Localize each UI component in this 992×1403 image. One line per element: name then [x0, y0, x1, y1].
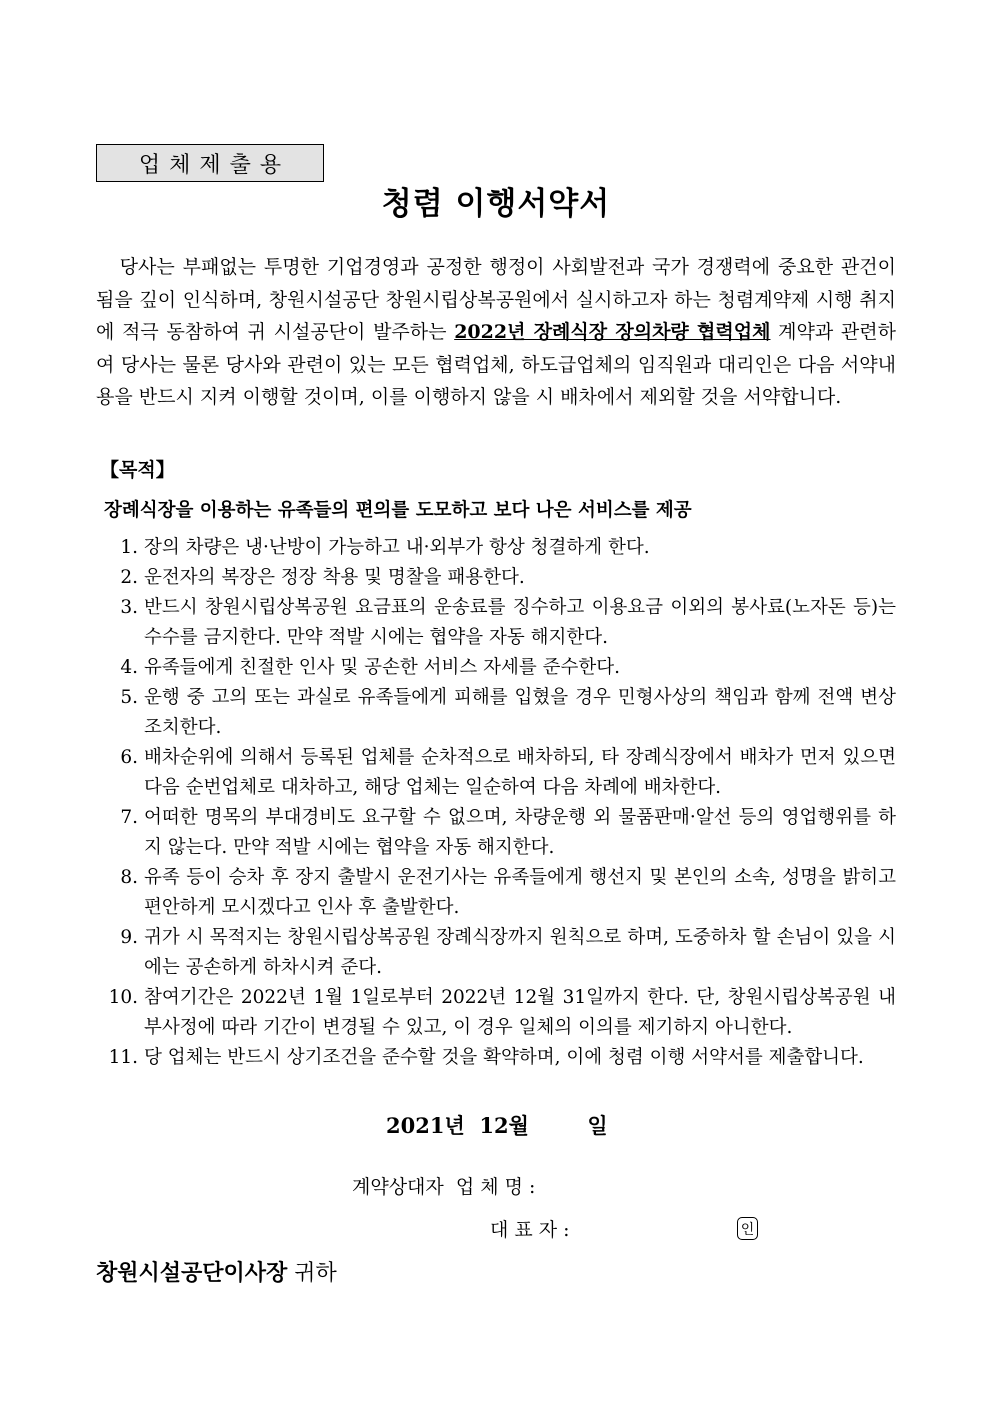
pledge-item [96, 683, 896, 743]
contract-name-emphasis: 2022년 장례식장 장의차량 협력업체 [454, 321, 771, 344]
purpose-statement: 장례식장을 이용하는 유족들의 편의를 도모하고 보다 나은 서비스를 제공 [104, 500, 692, 521]
item-text: 참여기간은 2022년 1월 1일로부터 2022년 12월 31일까지 한다. 단, 창원시립상복공원 내부사정에 따라 기간이 변경될 수 있고, 이 경우 일체의 이의를 제기하지 아니한다. [144, 987, 896, 1038]
intro-indent [96, 256, 120, 278]
seal-mark: 인 [737, 1217, 758, 1240]
item-number: 6. [120, 747, 138, 768]
pledge-item [96, 863, 896, 923]
pledge-list [96, 533, 896, 1073]
signing-date: 2021년 12월 일 [386, 1113, 608, 1138]
representative-line: 대 표 자 : [490, 1219, 570, 1241]
intro-text-after: 계약과 관련하여 당사는 물론 당사와 관련이 있는 모든 협력업체, 하도급업체의 임직원과 대리인은 다음 서약내용을 반드시 지켜 이행할 것이며, 이를 이행하지 않을 시 배차에서 제외할 것을 서약합니다. [96, 321, 896, 409]
item-number: 4. [120, 657, 138, 678]
pledge-item [96, 533, 896, 563]
pledge-item [96, 743, 896, 803]
item-number: 11. [108, 1047, 138, 1068]
pledge-item [96, 593, 896, 653]
item-text: 운행 중 고의 또는 과실로 유족들에게 피해를 입혔을 경우 민형사상의 책임과 함께 전액 변상 조치한다. [144, 687, 896, 738]
pledge-item [96, 803, 896, 863]
item-text: 장의 차량은 냉·난방이 가능하고 내·외부가 항상 청결하게 한다. [144, 537, 650, 558]
item-text: 유족들에게 친절한 인사 및 공손한 서비스 자세를 준수한다. [144, 657, 620, 678]
item-number: 1. [120, 537, 138, 558]
item-number: 9. [120, 927, 138, 948]
addressee-suffix: 귀하 [287, 1261, 337, 1286]
pledge-item [96, 563, 896, 593]
pledge-item [96, 653, 896, 683]
submission-badge: 업체제출용 [96, 144, 324, 182]
item-text: 유족 등이 승차 후 장지 출발시 운전기사는 유족들에게 행선지 및 본인의 소속, 성명을 밝히고 편안하게 모시겠다고 인사 후 출발한다. [144, 867, 896, 918]
section-title: 【목적】 [100, 459, 175, 481]
item-number: 10. [108, 987, 138, 1008]
item-text: 배차순위에 의해서 등록된 업체를 순차적으로 배차하되, 타 장례식장에서 배차가 먼저 있으면 다음 순번업체로 대차하고, 해당 업체는 일순하여 다음 차례에 배차한다. [144, 747, 896, 798]
item-number: 3. [120, 597, 138, 618]
item-number: 7. [120, 807, 138, 828]
item-number: 5. [120, 687, 138, 708]
item-number: 8. [120, 867, 138, 888]
intro-paragraph [96, 251, 896, 414]
item-text: 운전자의 복장은 정장 착용 및 명찰을 패용한다. [144, 567, 525, 588]
pledge-item [96, 983, 896, 1043]
item-text: 어떠한 명목의 부대경비도 요구할 수 없으며, 차량운행 외 물품판매·알선 등의 영업행위를 하지 않는다. 만약 적발 시에는 협약을 자동 해지한다. [144, 807, 896, 858]
document-title: 청렴 이행서약서 [381, 186, 611, 222]
item-text: 귀가 시 목적지는 창원시립상복공원 장례식장까지 원칙으로 하며, 도중하차 할 손님이 있을 시에는 공손하게 하차시켜 준다. [144, 927, 896, 978]
item-text: 당 업체는 반드시 상기조건을 준수할 것을 확약하며, 이에 청렴 이행 서약서를 제출합니다. [144, 1047, 864, 1068]
pledge-item [96, 1043, 896, 1073]
intro-text-before: 당사는 부패없는 투명한 기업경영과 공정한 행정이 사회발전과 국가 경쟁력에 중요한 관건이 됨을 깊이 인식하며, 창원시설공단 창원시립상복공원에서 실시하고자 하는 청렴계약제 시행 취지에 적극 동참하여 귀 시설공단이 발주하는 [96, 256, 896, 344]
contractor-company-line: 계약상대자 업 체 명 : [352, 1176, 536, 1198]
addressee [96, 1256, 337, 1287]
item-text: 반드시 창원시립상복공원 요금표의 운송료를 징수하고 이용요금 이외의 봉사료(노자돈 등)는 수수를 금지한다. 만약 적발 시에는 협약을 자동 해지한다. [144, 597, 896, 648]
addressee-name: 창원시설공단이사장 [96, 1260, 288, 1286]
pledge-item [96, 923, 896, 983]
item-number: 2. [120, 567, 138, 588]
